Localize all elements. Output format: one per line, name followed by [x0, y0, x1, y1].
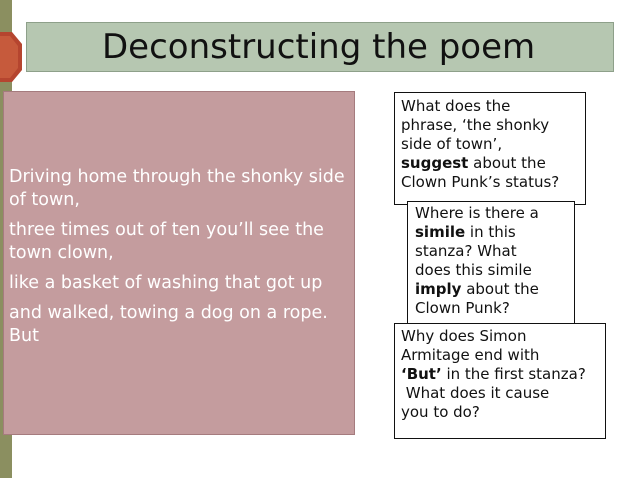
question-line: What does it cause	[401, 384, 550, 402]
question-text: about the	[468, 154, 546, 172]
question-line: Why does Simon	[401, 327, 527, 345]
question-line: Where is there a	[415, 204, 539, 222]
question-line	[401, 154, 585, 173]
question-line: Clown Punk?	[415, 299, 510, 317]
keyword-but: ‘But’	[401, 365, 442, 383]
question-line: Clown Punk’s status?	[401, 173, 560, 191]
poem-excerpt-box	[3, 91, 355, 435]
arrow-accent-icon	[0, 32, 22, 82]
poem-line: Driving home through the shonky side of town,	[9, 167, 345, 210]
poem-text	[9, 166, 349, 355]
poem-line: like a basket of washing that got up	[9, 273, 323, 293]
question-line	[415, 223, 574, 242]
question-line	[401, 365, 605, 384]
question-text: in this	[465, 223, 516, 241]
question-line	[415, 280, 574, 299]
page-title: Deconstructing the poem	[102, 27, 536, 67]
question-text: in the first stanza?	[441, 365, 586, 383]
question-line: What does the	[401, 97, 511, 115]
poem-line: and walked, towing a dog on a rope. But	[9, 303, 328, 346]
question-line: stanza? What	[415, 242, 517, 260]
keyword-suggest: suggest	[401, 154, 469, 172]
question-line: does this simile	[415, 261, 532, 279]
question-text: about the	[461, 280, 539, 298]
question-box-but	[394, 323, 606, 439]
poem-line: three times out of ten you’ll see the town clown,	[9, 220, 324, 263]
question-box-simile	[407, 201, 575, 328]
title-banner	[26, 22, 614, 72]
question-line: Armitage end with	[401, 346, 540, 364]
question-line: phrase, ‘the shonky	[401, 116, 550, 134]
question-box-shonky	[394, 92, 586, 205]
question-line: side of town’,	[401, 135, 503, 153]
question-line: you to do?	[401, 403, 480, 421]
keyword-simile: simile	[415, 223, 466, 241]
keyword-imply: imply	[415, 280, 462, 298]
